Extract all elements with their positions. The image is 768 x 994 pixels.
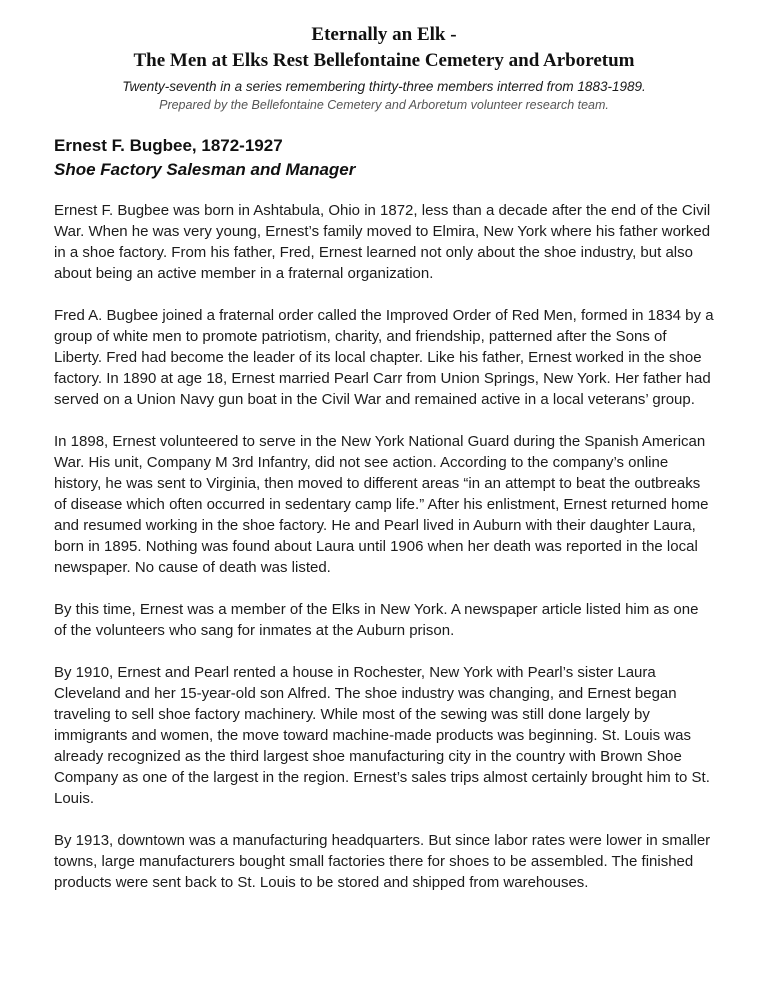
paragraph: By 1910, Ernest and Pearl rented a house in Rochester, New York with Pearl’s sister Laura Cleveland and her 15-year-old son Alfred. The shoe industry was changing, and Ernest began traveling to sell shoe factory machinery. While most of the sewing was still done largely by immigrants and women, the move toward machine-made products was beginning. St. Louis was already recognized as the third largest shoe manufacturing city in the country with Brown Shoe Company as one of the largest in the region. Ernest’s sales trips almost certainly brought him to St. Louis. [54,664,710,807]
prepared-by-note: Prepared by the Bellefontaine Cemetery and Arboretum volunteer research team. [159,98,609,112]
paragraph: By 1913, downtown was a manufacturing headquarters. But since labor rates were lower in smaller towns, large manufacturers bought small factories there for shoes to be assembled. The finished products were sent back to St. Louis to be stored and shipped from warehouses. [54,832,711,891]
paragraph: By this time, Ernest was a member of the Elks in New York. A newspaper article listed him as one of the volunteers who sang for inmates at the Auburn prison. [54,601,699,639]
title-line-2: The Men at Elks Rest Bellefontaine Cemetery and Arboretum [133,50,635,71]
person-heading [54,134,714,182]
paragraph: Ernest F. Bugbee was born in Ashtabula, Ohio in 1872, less than a decade after the end of the Civil War. When he was very young, Ernest’s family moved to Elmira, New York where his father worked in a shoe factory. From his father, Fred, Ernest learned not only about the shoe industry, but also about being an active member in a fraternal organization. [54,202,711,282]
person-name: Ernest F. Bugbee, 1872-1927 [54,136,283,155]
paragraph: In 1898, Ernest volunteered to serve in the New York National Guard during the Spanish American War. His unit, Company M 3rd Infantry, did not see action. According to the company’s online history, he was sent to Virginia, then moved to different areas “in an attempt to beat the outbreaks of disease which often occurred in sedentary camp life.” After his enlistment, Ernest returned home and resumed working in the shoe factory. He and Pearl lived in Auburn with their daughter Laura, born in 1895. Nothing was found about Laura until 1906 when her death was reported in the local newspaper. No cause of death was listed. [54,433,709,576]
series-subtitle: Twenty-seventh in a series remembering thirty-three members interred from 1883-1989. [122,79,646,94]
title-line-1: Eternally an Elk - [311,24,457,45]
person-role: Shoe Factory Salesman and Manager [54,160,356,179]
document-header [54,22,714,114]
article-body [54,200,714,893]
paragraph: Fred A. Bugbee joined a fraternal order called the Improved Order of Red Men, formed in 1834 by a group of white men to promote patriotism, charity, and friendship, patterned after the Sons of Liberty. Fred had become the leader of its local chapter. Like his father, Ernest worked in the shoe factory. In 1890 at age 18, Ernest married Pearl Carr from Union Springs, New York. Her father had served on a Union Navy gun boat in the Civil War and remained active in a local veterans’ group. [54,307,714,408]
